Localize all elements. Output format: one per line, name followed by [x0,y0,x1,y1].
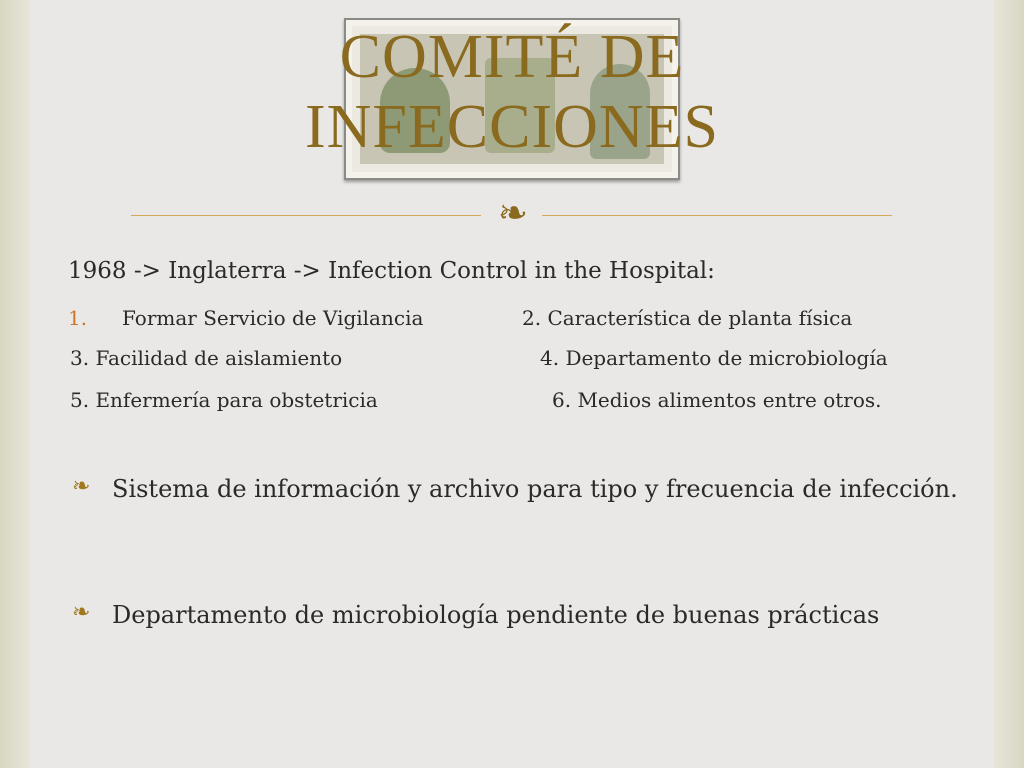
bullet-text-1: Sistema de información y archivo para tipo y frecuencia de infección. [112,475,958,503]
title-line-2: INFECCIONES [304,93,720,161]
intro-line: 1968 -> Inglaterra -> Infection Control in the Hospital: [68,258,715,284]
fleuron-icon: ❧ [497,193,529,234]
list-item-6: 6. Medios alimentos entre otros. [552,388,882,412]
title-divider-right [542,215,892,216]
bullet-fleuron-icon: ❧ [72,474,91,499]
list-item-1: Formar Servicio de Vigilancia [122,306,424,330]
bullet-text-2: Departamento de microbiología pendiente de buenas prácticas [112,601,880,629]
title-line-1: COMITÉ DE [339,23,685,91]
title-divider-left [131,215,481,216]
list-item-3: 3. Facilidad de aislamiento [70,346,343,370]
list-item-5: 5. Enfermería para obstetricia [70,388,378,412]
bullet-fleuron-icon: ❧ [72,600,91,625]
list-item-1-number [68,306,87,330]
list-item-2: 2. Característica de planta física [522,306,853,330]
list-item-4: 4. Departamento de microbiología [540,346,888,370]
list-number-1: 1. [68,306,88,330]
slide-title [0,22,1024,162]
